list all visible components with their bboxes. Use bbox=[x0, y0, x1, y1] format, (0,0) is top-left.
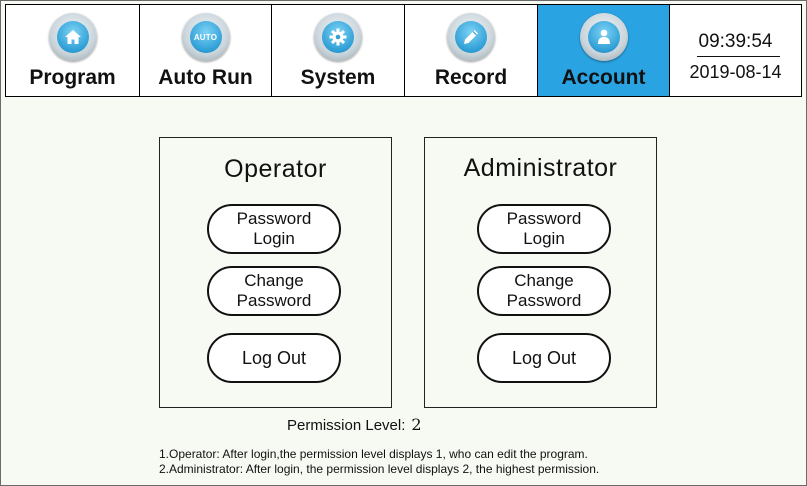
permission-level-label: Permission Level: bbox=[287, 417, 406, 434]
tab-system[interactable] bbox=[271, 4, 405, 97]
tab-record[interactable] bbox=[404, 4, 538, 97]
note-operator: 1.Operator: After login,the permission level displays 1, who can edit the program. bbox=[159, 447, 588, 461]
user-icon bbox=[580, 13, 628, 61]
gear-icon bbox=[314, 13, 362, 61]
clock-divider bbox=[697, 56, 780, 57]
clock-display bbox=[669, 4, 802, 97]
operator-title: Operator bbox=[224, 155, 327, 183]
home-icon bbox=[49, 13, 97, 61]
administrator-change-password-button[interactable]: Change Password bbox=[477, 266, 611, 316]
tab-auto-run[interactable] bbox=[139, 4, 272, 97]
permission-level-value: 2 bbox=[411, 415, 422, 434]
tab-account-label: Account bbox=[561, 66, 646, 89]
tab-record-label: Record bbox=[434, 66, 508, 89]
top-nav bbox=[5, 4, 802, 99]
clock-time: 09:39:54 bbox=[698, 31, 773, 52]
tab-account[interactable] bbox=[537, 4, 670, 97]
operator-log-out-button[interactable]: Log Out bbox=[207, 333, 341, 383]
operator-password-login-button[interactable]: Password Login bbox=[207, 204, 341, 254]
tab-program[interactable] bbox=[5, 4, 140, 97]
tab-program-label: Program bbox=[29, 66, 116, 89]
tab-auto-run-label: Auto Run bbox=[158, 66, 253, 89]
administrator-log-out-button[interactable]: Log Out bbox=[477, 333, 611, 383]
tab-system-label: System bbox=[300, 66, 376, 89]
permission-level bbox=[287, 415, 422, 434]
pencil-icon bbox=[447, 13, 495, 61]
operator-change-password-button[interactable]: Change Password bbox=[207, 266, 341, 316]
administrator-title: Administrator bbox=[463, 154, 618, 182]
operator-panel bbox=[159, 137, 392, 408]
clock-date: 2019-08-14 bbox=[689, 62, 782, 82]
auto-icon bbox=[182, 13, 230, 61]
administrator-password-login-button[interactable]: Password Login bbox=[477, 204, 611, 254]
administrator-panel bbox=[424, 137, 657, 408]
auto-icon-text: AUTO bbox=[193, 32, 218, 42]
note-administrator: 2.Administrator: After login, the permission level displays 2, the highest permission. bbox=[159, 462, 600, 476]
